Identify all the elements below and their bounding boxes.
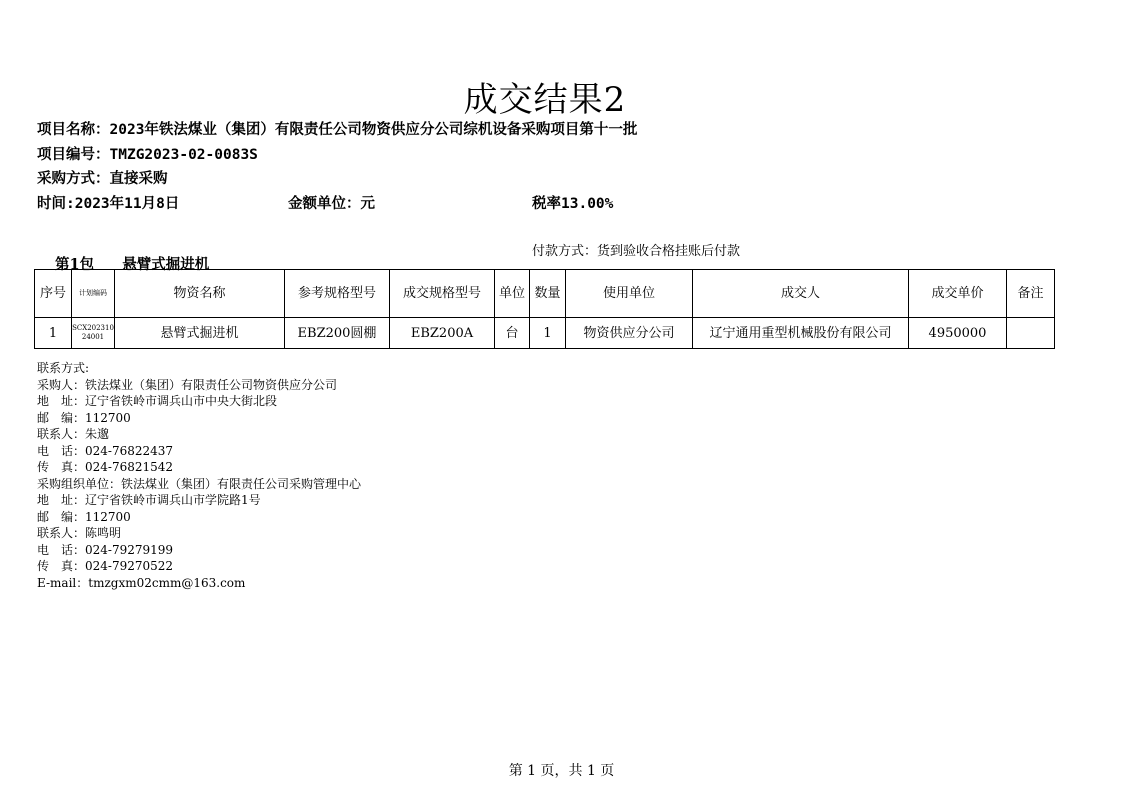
contact-line: 传 真：024-76821542 (37, 460, 174, 474)
table-header-row (35, 270, 1055, 318)
contact-line: 联系人：朱邈 (37, 427, 110, 441)
contact-line: 邮 编：112700 (37, 509, 131, 524)
table-cell: 台 (495, 318, 530, 349)
procurement-method: 采购方式：直接采购 (37, 171, 168, 187)
contact-info (37, 360, 361, 591)
currency-unit: 金额单位：元 (288, 196, 375, 212)
table-cell: SCX20231024001 (72, 318, 115, 349)
col-header: 备注 (1007, 270, 1055, 318)
contact-line: 地 址：辽宁省铁岭市调兵山市中央大街北段 (37, 394, 278, 408)
col-header: 物资名称 (115, 270, 285, 318)
table-row (35, 318, 1055, 349)
col-header: 数量 (530, 270, 566, 318)
tax-rate: 税率13.00% (532, 196, 614, 212)
contact-line: 采购组织单位：铁法煤业（集团）有限责任公司采购管理中心 (37, 476, 362, 491)
table-cell: EBZ200A (390, 318, 495, 349)
table-cell: 辽宁通用重型机械股份有限公司 (693, 318, 909, 349)
table-cell: 1 (35, 318, 72, 349)
table-cell: EBZ200圆棚 (285, 318, 390, 349)
page-footer: 第 1 页，共 1 页 (508, 763, 615, 779)
col-header: 成交单价 (909, 270, 1007, 318)
table-cell: 4950000 (909, 318, 1007, 349)
page-title: 成交结果2 (463, 80, 627, 120)
col-header: 单位 (495, 270, 530, 318)
project-name: 项目名称：2023年铁法煤业（集团）有限责任公司物资供应分公司综机设备采购项目第十一批 (37, 122, 638, 138)
contact-line: 电 话：024-79279199 (37, 542, 174, 557)
col-header: 使用单位 (566, 270, 693, 318)
contact-line: 地 址：辽宁省铁岭市调兵山市学院路1号 (37, 493, 261, 507)
col-header: 成交规格型号 (390, 270, 495, 318)
contact-line: 传 真：024-79270522 (37, 559, 174, 573)
table-cell (1007, 318, 1055, 349)
package-name: 悬臂式掘进机 (122, 256, 210, 273)
contact-line: 联系人：陈鸣明 (37, 526, 122, 540)
contact-line: 邮 编：112700 (37, 410, 131, 425)
payment-terms: 付款方式：货到验收合格挂账后付款 (532, 244, 741, 259)
date: 时间:2023年11月8日 (37, 196, 180, 212)
table-cell: 悬臂式掘进机 (115, 318, 285, 349)
contact-email: E-mail：tmzgxm02cmm@163.com (37, 575, 246, 590)
contact-line: 采购人：铁法煤业（集团）有限责任公司物资供应分公司 (37, 377, 338, 392)
table-cell: 物资供应分公司 (566, 318, 693, 349)
contact-line: 联系方式: (37, 361, 90, 375)
result-table (34, 269, 1055, 349)
package-number: 第1包 (55, 256, 95, 273)
project-number: 项目编号：TMZG2023-02-0083S (37, 147, 258, 163)
col-header: 计划编码 (72, 270, 115, 318)
col-header: 序号 (35, 270, 72, 318)
col-header: 成交人 (693, 270, 909, 318)
table-cell: 1 (530, 318, 566, 349)
contact-line: 电 话：024-76822437 (37, 443, 174, 458)
col-header: 参考规格型号 (285, 270, 390, 318)
